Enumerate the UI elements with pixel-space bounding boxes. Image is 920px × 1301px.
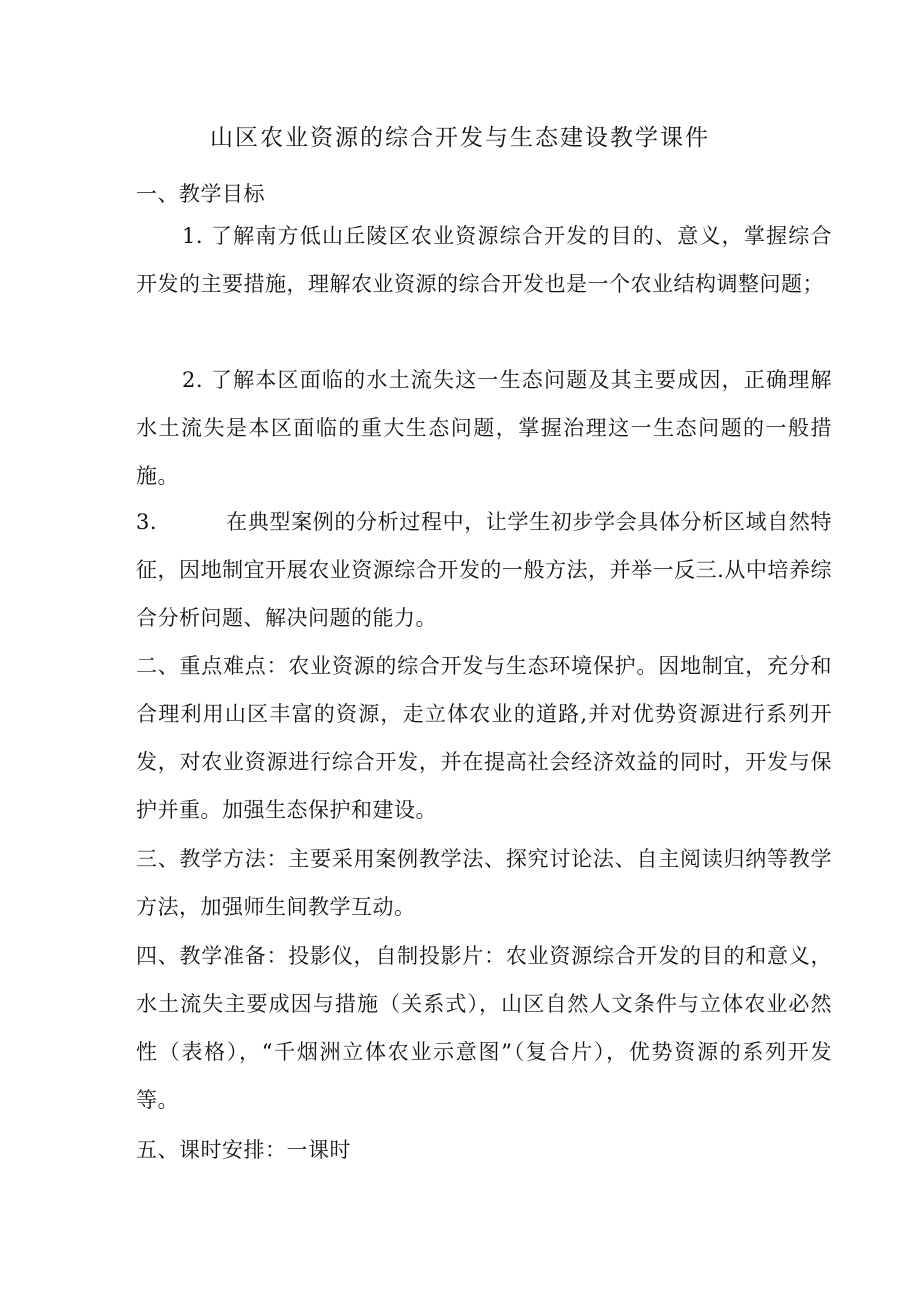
section-teaching-methods: 三、教学方法：主要采用案例教学法、探究讨论法、自主阅读归纳等教学方法，加强师生间教学互动。 xyxy=(136,847,832,919)
section-teaching-preparation: 四、教学准备：投影仪，自制投影片：农业资源综合开发的目的和意义，水土流失主要成因与措施（关系式），山区自然人文条件与立体农业必然性（表格），“千烟洲立体农业示意图”（复合片），优势资源的系列开发等。 xyxy=(136,944,832,1112)
objective-3 xyxy=(136,498,832,642)
section-heading-objectives: 一、教学目标 xyxy=(136,182,265,206)
objective-3-number: 3. xyxy=(136,510,158,534)
document-title: 山区农业资源的综合开发与生态建设教学课件 xyxy=(210,125,710,151)
objective-1: 1. 了解南方低山丘陵区农业资源综合开发的目的、意义，掌握综合开发的主要措施，理解农业资源的综合开发也是一个农业结构调整问题； xyxy=(136,224,832,296)
section-key-points: 二、重点难点：农业资源的综合开发与生态环境保护。因地制宜，充分和合理利用山区丰富的资源，走立体农业的道路,并对优势资源进行系列开发，对农业资源进行综合开发，并在提高社会经济效益的同时，开发与保护并重。加强生态保护和建设。 xyxy=(136,654,832,822)
objective-3-text: 在典型案例的分析过程中，让学生初步学会具体分析区域自然特征，因地制宜开展农业资源综合开发的一般方法，并举一反三.从中培养综合分析问题、解决问题的能力。 xyxy=(136,510,832,630)
objective-2: 2. 了解本区面临的水土流失这一生态问题及其主要成因，正确理解水土流失是本区面临的重大生态问题，掌握治理这一生态问题的一般措施。 xyxy=(136,368,832,488)
section-schedule: 五、课时安排：一课时 xyxy=(136,1138,351,1162)
